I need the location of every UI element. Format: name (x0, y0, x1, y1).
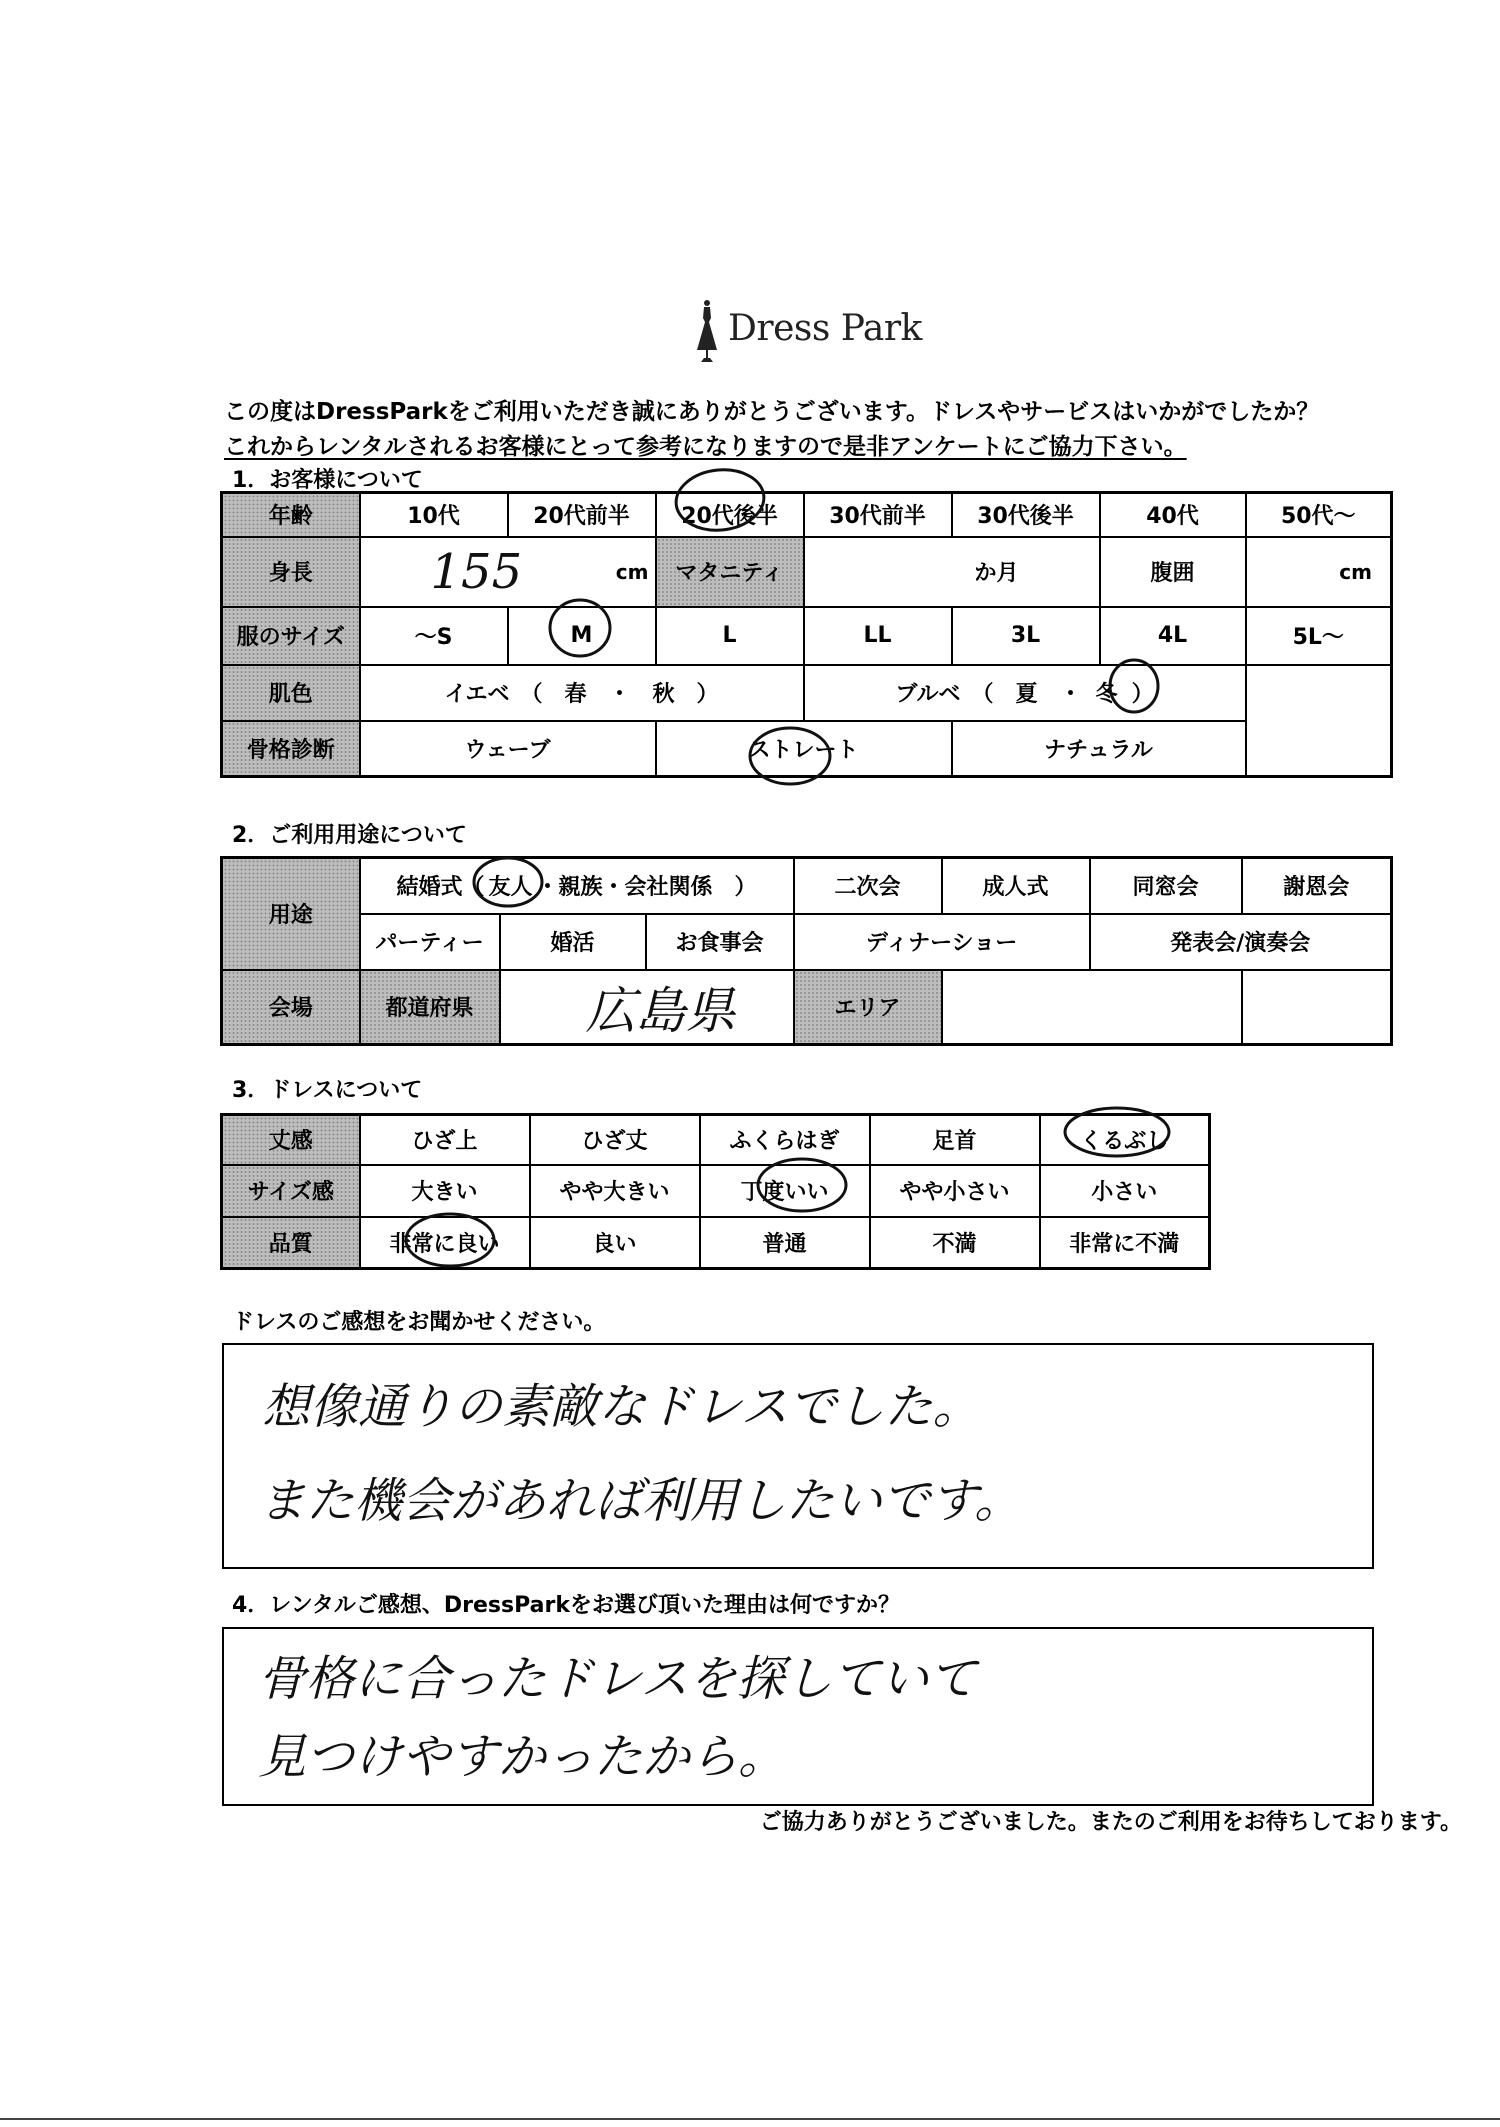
purpose-option[interactable]: お食事会 (646, 914, 794, 970)
fit-option[interactable]: やや小さい (870, 1165, 1040, 1217)
circle-wedding-friend (474, 858, 542, 906)
section-3-title: 3．ドレスについて (232, 1078, 423, 1103)
frame-label: 骨格診断 (222, 721, 360, 777)
size-option[interactable]: L (656, 607, 804, 665)
circle-length-kurubushi (1065, 1108, 1169, 1156)
length-label: 丈感 (222, 1115, 360, 1165)
age-option[interactable]: 30代後半 (952, 493, 1100, 537)
height-unit: cm (615, 559, 649, 584)
purpose-option[interactable]: 謝恩会 (1242, 858, 1392, 914)
fit-option[interactable]: 小さい (1040, 1165, 1210, 1217)
size-option[interactable]: LL (804, 607, 952, 665)
purpose-option[interactable]: 発表会/演奏会 (1090, 914, 1392, 970)
quality-option[interactable]: 不満 (870, 1217, 1040, 1269)
venue-label: 会場 (222, 970, 360, 1045)
maternity-label: マタニティ (656, 537, 804, 607)
prefecture-label: 都道府県 (360, 970, 500, 1045)
age-option[interactable]: 10代 (360, 493, 508, 537)
purpose-option[interactable]: 同窓会 (1090, 858, 1242, 914)
size-option[interactable]: 4L (1100, 607, 1246, 665)
size-option[interactable]: 3L (952, 607, 1100, 665)
quality-option[interactable]: 良い (530, 1217, 700, 1269)
purpose-option[interactable]: 成人式 (942, 858, 1090, 914)
prefecture-value: 広島県 (585, 981, 736, 1040)
skin-blue-prefix: ブルベ （ 夏 ・ (895, 682, 1082, 707)
frame-option[interactable]: ナチュラル (952, 721, 1246, 777)
skin-winter-selected: 冬 (1095, 682, 1118, 707)
wedding-suffix: ・親族・会社関係 ） (536, 875, 757, 901)
impression-line-1: 想像通りの素敵なドレスでした。 (262, 1379, 981, 1435)
fit-option[interactable]: 大きい (360, 1165, 530, 1217)
purpose-option[interactable]: ディナーショー (794, 914, 1090, 970)
purpose-option[interactable]: 婚活 (500, 914, 646, 970)
frame-option[interactable]: ウェーブ (360, 721, 656, 777)
size-label: 服のサイズ (222, 607, 360, 665)
quality-label: 品質 (222, 1217, 360, 1269)
purpose-label: 用途 (222, 858, 360, 970)
reason-line-1: 骨格に合ったドレスを探していて (258, 1651, 977, 1707)
height-label: 身長 (222, 537, 360, 607)
fit-option[interactable]: やや大きい (530, 1165, 700, 1217)
waist-label: 腹囲 (1100, 537, 1246, 607)
circle-frame-straight (750, 728, 830, 784)
intro-line-1: この度はDressParkをご利用いただき誠にありがとうございます。ドレスやサービスはいかがでしたか？ (224, 399, 1320, 425)
logo-text: Dress Park (728, 308, 922, 349)
age-option[interactable]: 30代前半 (804, 493, 952, 537)
age-option[interactable]: 20代前半 (508, 493, 656, 537)
length-option-selected[interactable]: くるぶし (1040, 1115, 1210, 1165)
age-label: 年齢 (222, 493, 360, 537)
length-option[interactable]: ふくらはぎ (700, 1115, 870, 1165)
skin-blue-suffix: ） (1131, 682, 1154, 707)
section-4-title: 4．レンタルご感想、DressParkをお選び頂いた理由は何ですか？ (232, 1593, 900, 1618)
size-option-selected[interactable]: M (508, 607, 656, 665)
age-option-selected[interactable]: 20代後半 (656, 493, 804, 537)
maternity-months[interactable]: か月 (804, 537, 1100, 607)
section-1-title: 1．お客様について (232, 468, 423, 493)
height-value: 155 (430, 543, 523, 600)
age-option[interactable]: 40代 (1100, 493, 1246, 537)
intro-line-2: これからレンタルされるお客様にとって参考になりますので是非アンケートにご協力下さい。 (224, 434, 1187, 460)
wedding-prefix: 結婚式（ (396, 875, 485, 901)
size-option[interactable]: 5L～ (1246, 607, 1392, 665)
section-2-title: 2．ご利用用途について (232, 823, 467, 848)
fit-label: サイズ感 (222, 1165, 360, 1217)
impression-line-2: また機会があれば利用したいです。 (258, 1473, 1023, 1529)
purpose-option[interactable]: パーティー (360, 914, 500, 970)
frame-option-selected[interactable]: ストレート (656, 721, 952, 777)
circle-skin-winter (1110, 660, 1158, 712)
wedding-friend-selected: 友人 (488, 875, 533, 901)
quality-option-selected[interactable]: 非常に良い (360, 1217, 530, 1269)
length-option[interactable]: ひざ上 (360, 1115, 530, 1165)
impression-title: ドレスのご感想をお聞かせください。 (232, 1310, 606, 1335)
size-option[interactable]: ～S (360, 607, 508, 665)
skin-yellow[interactable]: イエベ （ 春 ・ 秋 ） (360, 665, 804, 721)
quality-option[interactable]: 普通 (700, 1217, 870, 1269)
circle-fit-choudoii (758, 1159, 846, 1211)
fit-option-selected[interactable]: 丁度いい (700, 1165, 870, 1217)
purpose-option[interactable]: 二次会 (794, 858, 942, 914)
skin-label: 肌色 (222, 665, 360, 721)
length-option[interactable]: ひざ丈 (530, 1115, 700, 1165)
waist-unit[interactable]: cm (1246, 537, 1392, 607)
length-option[interactable]: 足首 (870, 1115, 1040, 1165)
circle-age-20s-late (673, 466, 767, 535)
quality-option[interactable]: 非常に不満 (1040, 1217, 1210, 1269)
circle-quality-very-good (406, 1214, 494, 1266)
age-option[interactable]: 50代～ (1246, 493, 1392, 537)
reason-line-2: 見つけやすかったから。 (258, 1729, 787, 1785)
area-label: エリア (794, 970, 942, 1045)
thanks-message: ご協力ありがとうございました。またのご利用をお待ちしております。 (759, 1810, 1462, 1835)
footer-rule (0, 2118, 1500, 2120)
circle-size-m (550, 600, 610, 656)
